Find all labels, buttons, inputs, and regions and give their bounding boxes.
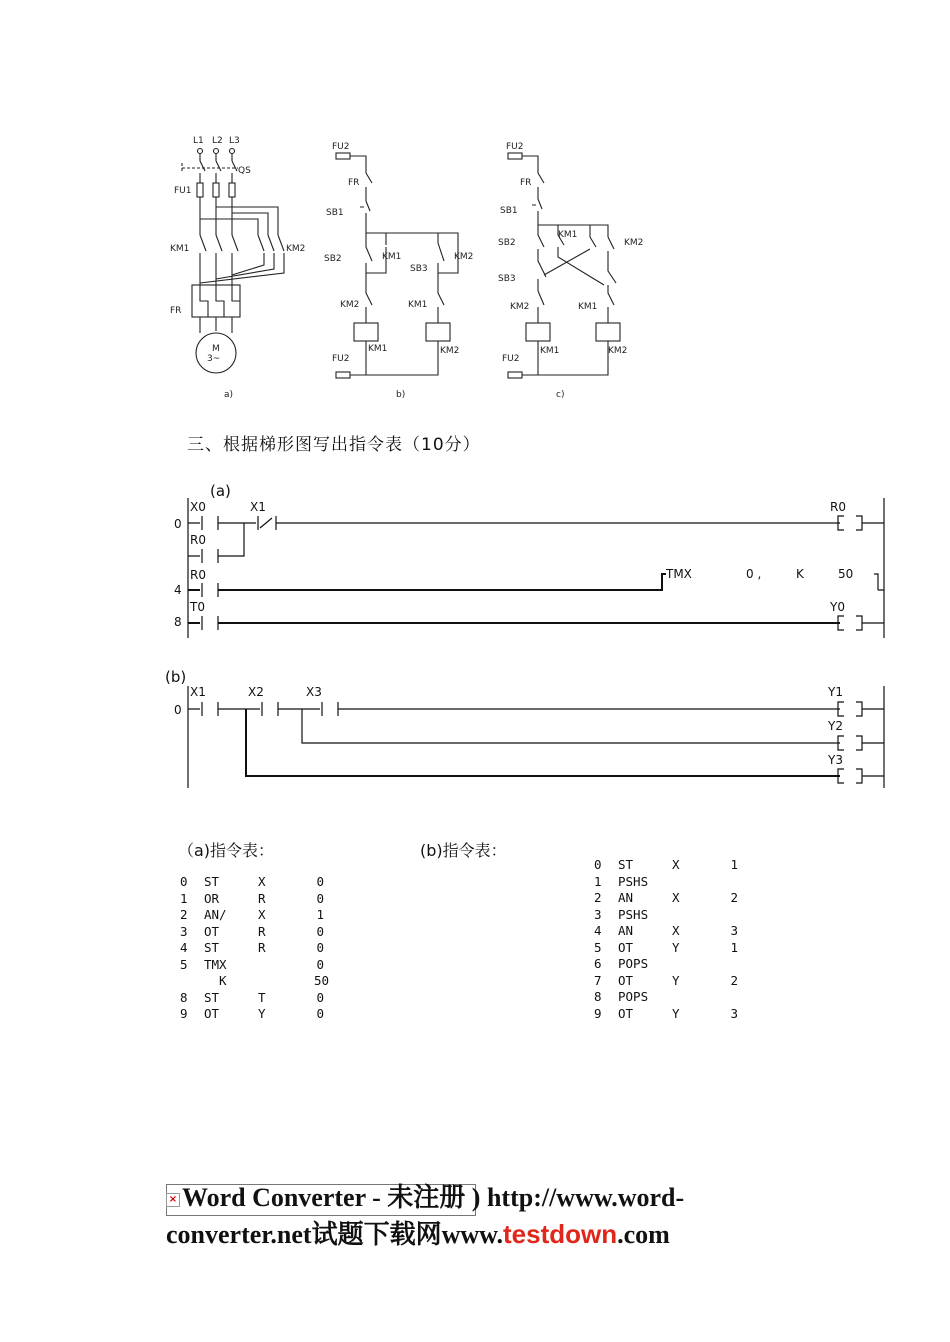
label-b-fr: FR — [348, 178, 360, 188]
instruction-table-a — [180, 874, 330, 1023]
operand-value: 0 — [316, 874, 324, 889]
opcode: POPS — [618, 956, 649, 971]
testdown-link[interactable]: testdown — [503, 1219, 618, 1249]
operand-value: 0 — [316, 923, 324, 939]
operand-value — [728, 907, 738, 924]
panel-c-control-circuit — [498, 142, 643, 400]
ladder-b-branch-y2 — [302, 709, 840, 743]
ladder-a-step-8: 8 — [174, 615, 182, 629]
operand-value — [728, 956, 738, 973]
watermark-line-2 — [166, 1216, 786, 1253]
label-qs: QS — [238, 166, 251, 176]
label-c-km1-interlock: KM1 — [578, 302, 598, 312]
operand-value: 50 — [314, 973, 330, 988]
label-b-km1-coil: KM1 — [368, 344, 388, 354]
operand-type: R — [258, 940, 266, 955]
opcode: K — [204, 973, 227, 988]
instruction-row — [180, 973, 330, 990]
operand-type — [672, 989, 728, 1006]
operand-type: Y — [672, 972, 680, 988]
step-number: 1 — [594, 873, 602, 889]
ladder-a-contact-t0-label: T0 — [190, 600, 205, 614]
step-number: 0 — [180, 874, 188, 889]
converter-watermark — [166, 1180, 786, 1253]
ladder-b-coil-y2 — [838, 736, 884, 750]
ladder-a-contact-x0-label: X0 — [190, 500, 206, 514]
operand-type: R — [258, 890, 266, 906]
ladder-diagram-b — [160, 668, 900, 794]
ladder-b-contact-x3-label: X3 — [306, 685, 322, 699]
instruction-row — [180, 940, 324, 957]
opcode: PSHS — [618, 873, 649, 889]
label-c-km2-hold: KM2 — [624, 238, 644, 248]
label-motor: M — [212, 344, 220, 354]
ladder-a-rung-0 — [188, 516, 840, 530]
operand-type — [672, 907, 728, 924]
watermark-line-2-prefix: converter.net试题下载网www. — [166, 1220, 503, 1249]
opcode: POPS — [618, 989, 649, 1004]
operand-value: 3 — [730, 923, 738, 938]
label-b-km2-hold: KM2 — [454, 252, 474, 262]
opcode: OT — [618, 1005, 634, 1021]
ladder-a-label: (a) — [210, 482, 231, 500]
step-number: 7 — [594, 972, 602, 988]
step-number: 2 — [594, 890, 602, 905]
ladder-b-step-0: 0 — [174, 703, 182, 717]
ladder-b-label: (b) — [165, 668, 187, 686]
label-c-km2-coil: KM2 — [608, 346, 628, 356]
step-number: 3 — [594, 906, 602, 922]
label-c-km2-interlock: KM2 — [510, 302, 530, 312]
ladder-b-rung-0 — [188, 702, 840, 716]
instruction-row — [594, 890, 738, 907]
panel-b-control-circuit — [324, 142, 473, 400]
ladder-a-coil-y0 — [838, 616, 884, 630]
label-motor-phase: 3~ — [207, 354, 221, 364]
opcode: TMX — [204, 956, 227, 972]
label-l3: L3 — [229, 136, 240, 146]
opcode: ST — [204, 989, 220, 1005]
ladder-a-step-0: 0 — [174, 517, 182, 531]
opcode: AN/ — [204, 907, 227, 922]
label-km2: KM2 — [286, 244, 306, 254]
instruction-row — [594, 973, 738, 990]
operand-value: 0 — [316, 940, 324, 955]
opcode: ST — [204, 874, 220, 889]
operand-type: X — [258, 874, 266, 889]
operand-value — [728, 989, 738, 1006]
ladder-a-coil-y0-label: Y0 — [830, 600, 845, 614]
opcode: OT — [204, 923, 220, 939]
instruction-table-b — [594, 857, 738, 1022]
instruction-row — [594, 857, 738, 874]
operand-value: 1 — [730, 939, 738, 955]
ladder-a-contact-r0-label: R0 — [190, 568, 206, 582]
label-c-fu2-top: FU2 — [506, 142, 524, 152]
step-number: 5 — [594, 939, 602, 955]
caption-a: a) — [224, 390, 234, 400]
label-b-fu2-bottom: FU2 — [332, 354, 350, 364]
label-b-km2-coil: KM2 — [440, 346, 460, 356]
opcode: AN — [618, 923, 634, 938]
operand-type — [258, 973, 314, 990]
motor-control-circuit-diagrams — [160, 125, 660, 405]
operand-type — [258, 957, 314, 974]
watermark-line-1 — [166, 1180, 786, 1216]
opcode: ST — [618, 857, 634, 872]
ladder-b-coil-y3-label: Y3 — [828, 753, 843, 767]
section-heading: 三、根据梯形图写出指令表（10分） — [187, 435, 481, 455]
label-c-sb2: SB2 — [498, 238, 516, 248]
instruction-row — [594, 907, 738, 924]
label-b-fu2-top: FU2 — [332, 142, 350, 152]
step-number: 0 — [594, 857, 602, 872]
ladder-a-rung-4 — [188, 574, 666, 590]
operand-value: 2 — [730, 972, 738, 988]
ladder-b-coil-y2-label: Y2 — [828, 719, 843, 733]
opcode: OT — [618, 972, 634, 988]
timer-box-bracket — [874, 574, 884, 590]
instruction-row — [594, 1006, 738, 1023]
ladder-a-coil-r0-label: R0 — [830, 500, 846, 514]
label-b-sb2: SB2 — [324, 254, 342, 264]
timer-value: 50 — [838, 567, 854, 581]
step-number: 3 — [180, 923, 188, 939]
step-number: 8 — [594, 989, 602, 1004]
ladder-a-contact-x1-label: X1 — [250, 500, 266, 514]
opcode: OT — [618, 939, 634, 955]
operand-type — [672, 874, 728, 891]
label-c-fr: FR — [520, 178, 532, 188]
timer-number: 0 , — [746, 567, 762, 581]
instruction-row — [594, 940, 738, 957]
instruction-row — [594, 923, 738, 940]
instruction-row — [594, 874, 738, 891]
step-number: 2 — [180, 907, 188, 922]
ladder-diagram-a — [160, 478, 900, 648]
operand-type: Y — [672, 939, 680, 955]
label-c-fu2-bottom: FU2 — [502, 354, 520, 364]
label-b-km1-hold: KM1 — [382, 252, 402, 262]
step-number: 9 — [180, 1006, 188, 1021]
label-l2: L2 — [212, 136, 223, 146]
label-fu1: FU1 — [174, 186, 192, 196]
operand-value: 1 — [316, 907, 324, 922]
label-b-sb1: SB1 — [326, 208, 344, 218]
label-c-sb1: SB1 — [500, 206, 518, 216]
label-km1: KM1 — [170, 244, 190, 254]
caption-c: c) — [556, 390, 565, 400]
instruction-row — [180, 957, 324, 974]
operand-value — [728, 874, 738, 891]
operand-type: T — [258, 989, 266, 1005]
panel-a-power-circuit — [170, 136, 305, 400]
instruction-row — [180, 924, 324, 941]
operand-type: X — [672, 857, 680, 872]
operand-type: X — [258, 907, 266, 922]
label-c-sb3: SB3 — [498, 274, 516, 284]
label-b-km2-interlock: KM2 — [340, 300, 360, 310]
step-number: 8 — [180, 989, 188, 1005]
operand-value: 2 — [730, 890, 738, 905]
opcode: OT — [204, 1006, 220, 1021]
label-b-km1-interlock: KM1 — [408, 300, 428, 310]
step-number: 4 — [594, 923, 602, 938]
step-number: 5 — [180, 956, 188, 972]
operand-value: 0 — [316, 989, 324, 1005]
instruction-row — [594, 956, 738, 973]
operand-value: 0 — [316, 890, 324, 906]
watermark-line-1-text: Word Converter - 未注册 ) http://www.word- — [182, 1183, 685, 1212]
operand-value: 1 — [730, 857, 738, 872]
operand-type: X — [672, 923, 680, 938]
operand-type: Y — [672, 1005, 680, 1021]
ladder-b-coil-y1 — [838, 702, 884, 716]
instruction-row — [180, 874, 324, 891]
step-number: 9 — [594, 1005, 602, 1021]
label-b-sb3: SB3 — [410, 264, 428, 274]
table-a-title: （a)指令表： — [178, 841, 275, 860]
broken-image-icon: × — [166, 1193, 180, 1207]
instruction-row — [594, 989, 738, 1006]
watermark-line-2-suffix: .com — [617, 1220, 670, 1249]
instruction-row — [180, 891, 324, 908]
operand-type: R — [258, 923, 266, 939]
step-number: 6 — [594, 956, 602, 971]
operand-value: 0 — [316, 1006, 324, 1021]
label-c-km1-coil: KM1 — [540, 346, 560, 356]
ladder-b-coil-y1-label: Y1 — [828, 685, 843, 699]
operand-value: 3 — [730, 1005, 738, 1021]
ladder-a-step-4: 4 — [174, 583, 182, 597]
table-b-title: (b)指令表： — [420, 841, 507, 860]
opcode: PSHS — [618, 906, 649, 922]
opcode: ST — [204, 940, 220, 955]
label-fr: FR — [170, 306, 182, 316]
caption-b: b) — [396, 390, 406, 400]
operand-type — [672, 956, 728, 973]
opcode: AN — [618, 890, 634, 905]
instruction-row — [180, 990, 324, 1007]
ladder-a-coil-r0 — [838, 516, 884, 530]
label-l1: L1 — [193, 136, 204, 146]
ladder-b-coil-y3 — [838, 769, 884, 783]
step-number: 4 — [180, 940, 188, 955]
label-c-km1-hold: KM1 — [558, 230, 578, 240]
ladder-a-parallel-r0-label: R0 — [190, 533, 206, 547]
instruction-row — [180, 1006, 324, 1023]
timer-k: K — [796, 567, 804, 581]
operand-type: Y — [258, 1006, 266, 1021]
instruction-row — [180, 907, 324, 924]
ladder-b-contact-x1-label: X1 — [190, 685, 206, 699]
timer-name: TMX — [666, 567, 692, 581]
operand-value: 0 — [316, 956, 324, 972]
ladder-b-contact-x2-label: X2 — [248, 685, 264, 699]
step-number — [180, 973, 204, 990]
opcode: OR — [204, 890, 220, 906]
operand-type: X — [672, 890, 680, 905]
step-number: 1 — [180, 890, 188, 906]
